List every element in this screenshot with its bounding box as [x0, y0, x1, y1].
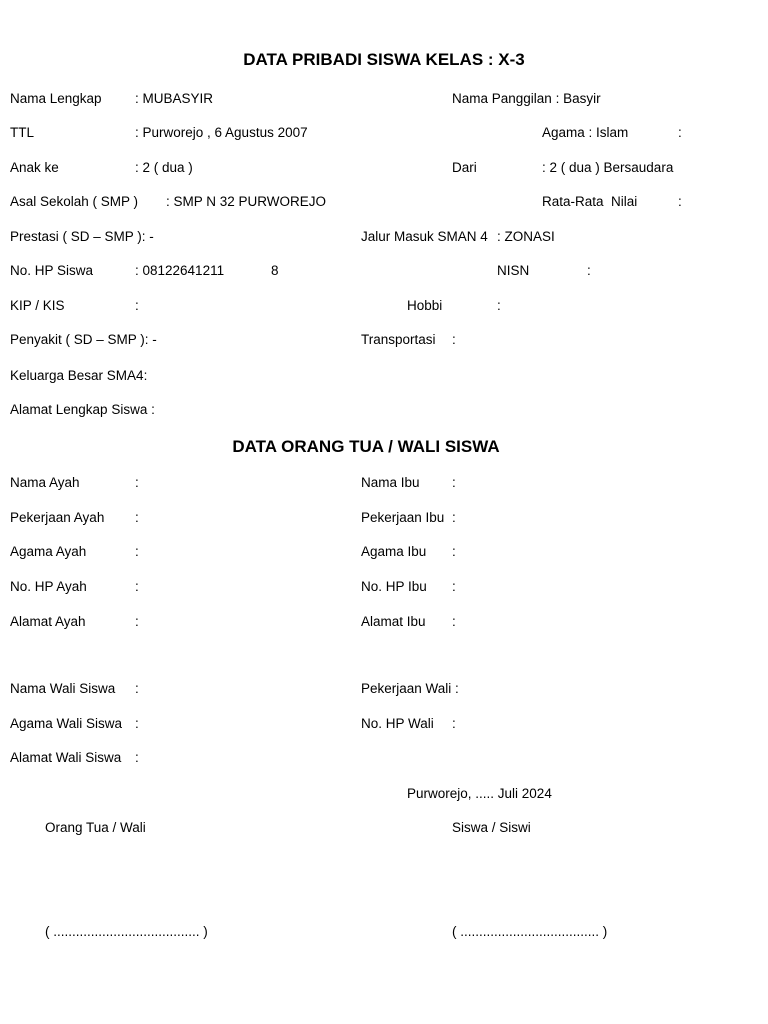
ttl-value: : Purworejo , 6 Agustus 2007: [135, 125, 308, 140]
alamat-lengkap: Alamat Lengkap Siswa :: [10, 402, 155, 417]
signature-left-line: ( ....................................... ): [45, 924, 208, 939]
anak-ke-value: : 2 ( dua ): [135, 160, 193, 175]
hp-ibu-label: No. HP Ibu: [361, 579, 427, 594]
section-title-parents: DATA ORANG TUA / WALI SISWA: [232, 437, 500, 456]
nama-lengkap-value: : MUBASYIR: [135, 91, 214, 106]
nama-panggilan: Nama Panggilan : Basyir: [452, 91, 601, 106]
agama-ibu-label: Agama Ibu: [361, 544, 427, 559]
jalur-value: : ZONASI: [497, 229, 555, 244]
alamat-ayah-label: Alamat Ayah: [10, 614, 86, 629]
nisn-label: NISN: [497, 263, 530, 278]
place-date: Purworejo, ..... Juli 2024: [407, 786, 552, 801]
nama-lengkap-label: Nama Lengkap: [10, 91, 102, 106]
signature-left-label: Orang Tua / Wali: [45, 820, 146, 835]
alamat-ayah-colon: :: [135, 614, 139, 629]
anak-ke-label: Anak ke: [10, 160, 59, 175]
hp-siswa-value: : 08122641211: [135, 263, 225, 278]
alamat-ibu-colon: :: [452, 614, 456, 629]
rata-rata-colon: :: [678, 194, 682, 209]
nama-ibu-label: Nama Ibu: [361, 475, 420, 490]
nama-ayah-label: Nama Ayah: [10, 475, 80, 490]
hobbi-colon: :: [497, 298, 501, 313]
agama: Agama : Islam: [542, 125, 629, 140]
pekerjaan-ayah-label: Pekerjaan Ayah: [10, 510, 105, 525]
asal-sekolah-value: : SMP N 32 PURWOREJO: [166, 194, 327, 209]
hp-ayah-colon: :: [135, 579, 139, 594]
nama-ayah-colon: :: [135, 475, 139, 490]
agama-ibu-colon: :: [452, 544, 456, 559]
hobbi-label: Hobbi: [407, 298, 443, 313]
pekerjaan-wali-label: Pekerjaan Wali :: [361, 681, 459, 696]
keluarga-besar: Keluarga Besar SMA4:: [10, 368, 148, 383]
signature-right-label: Siswa / Siswi: [452, 820, 531, 835]
asal-sekolah-label: Asal Sekolah ( SMP ): [10, 194, 139, 209]
transportasi-colon: :: [452, 332, 456, 347]
agama-ayah-label: Agama Ayah: [10, 544, 87, 559]
hp-siswa-label: No. HP Siswa: [10, 263, 94, 278]
hp-ayah-label: No. HP Ayah: [10, 579, 87, 594]
alamat-wali-colon: :: [135, 750, 139, 765]
hp-ibu-colon: :: [452, 579, 456, 594]
dari-label: Dari: [452, 160, 477, 175]
pekerjaan-ibu-label: Pekerjaan Ibu: [361, 510, 445, 525]
hp-wali-colon: :: [452, 716, 456, 731]
hp-siswa-extra: 8: [271, 263, 279, 278]
prestasi: Prestasi ( SD – SMP ): -: [10, 229, 154, 244]
alamat-wali-label: Alamat Wali Siswa: [10, 750, 122, 765]
kip-colon: :: [135, 298, 139, 313]
agama-colon: :: [678, 125, 682, 140]
nama-ibu-colon: :: [452, 475, 456, 490]
agama-ayah-colon: :: [135, 544, 139, 559]
kip-label: KIP / KIS: [10, 298, 65, 313]
rata-rata-label: Rata-Rata Nilai: [542, 194, 638, 209]
pekerjaan-ibu-colon: :: [452, 510, 456, 525]
signature-right-line: ( ..................................... ): [452, 924, 608, 939]
nama-wali-colon: :: [135, 681, 139, 696]
pekerjaan-ayah-colon: :: [135, 510, 139, 525]
dari-value: : 2 ( dua ) Bersaudara: [542, 160, 674, 175]
transportasi-label: Transportasi: [361, 332, 436, 347]
agama-wali-colon: :: [135, 716, 139, 731]
alamat-ibu-label: Alamat Ibu: [361, 614, 426, 629]
jalur-label: Jalur Masuk SMAN 4: [361, 229, 488, 244]
ttl-label: TTL: [10, 125, 35, 140]
agama-wali-label: Agama Wali Siswa: [10, 716, 123, 731]
penyakit: Penyakit ( SD – SMP ): -: [10, 332, 157, 347]
hp-wali-label: No. HP Wali: [361, 716, 434, 731]
nisn-colon: :: [587, 263, 591, 278]
nama-wali-label: Nama Wali Siswa: [10, 681, 116, 696]
page-title: DATA PRIBADI SISWA KELAS : X-3: [243, 50, 525, 69]
